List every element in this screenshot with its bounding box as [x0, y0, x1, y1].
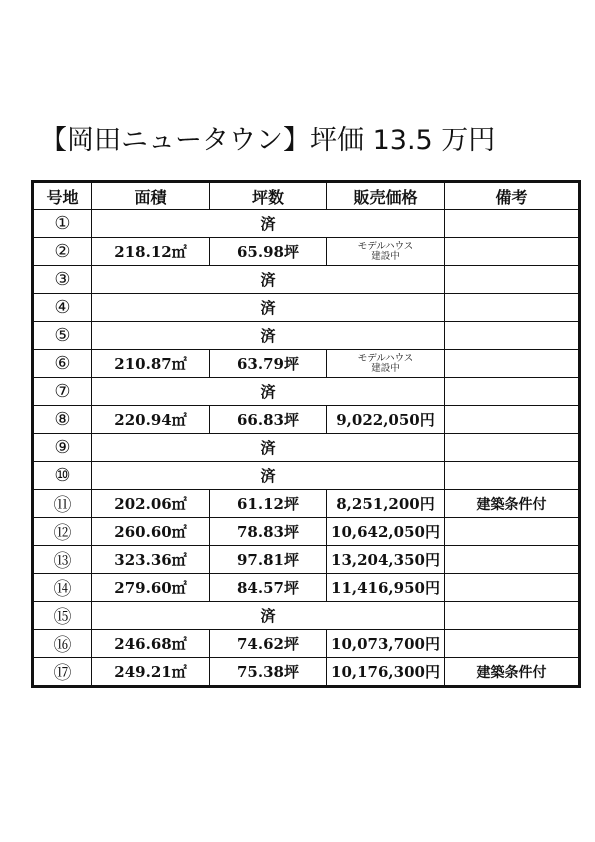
- page-title: 【岡田ニュータウン】坪価 13.5 万円: [40, 125, 496, 156]
- tsubo-cell: 74.62坪: [210, 630, 327, 658]
- sold-mark: 済: [92, 294, 445, 322]
- tsubo-cell: 75.38坪: [210, 658, 327, 687]
- note-cell: [445, 294, 580, 322]
- lot-number: ②: [33, 238, 92, 266]
- table-row: [33, 378, 580, 406]
- lot-number: ⑤: [33, 322, 92, 350]
- note-cell: [445, 518, 580, 546]
- note-cell: [445, 406, 580, 434]
- lot-table: [31, 180, 581, 688]
- area-cell: 246.68㎡: [92, 630, 210, 658]
- area-cell: 279.60㎡: [92, 574, 210, 602]
- price-cell: 10,642,050円: [327, 518, 445, 546]
- area-cell: 249.21㎡: [92, 658, 210, 687]
- lot-number: ⑬: [33, 546, 92, 574]
- sold-mark: 済: [92, 210, 445, 238]
- area-cell: 220.94㎡: [92, 406, 210, 434]
- tsubo-cell: 65.98坪: [210, 238, 327, 266]
- table-row: [33, 322, 580, 350]
- note-cell: [445, 238, 580, 266]
- table-row: [33, 490, 580, 518]
- lot-number: ⑩: [33, 462, 92, 490]
- lot-table-body: [33, 210, 580, 687]
- note-cell: [445, 462, 580, 490]
- lot-number: ⑫: [33, 518, 92, 546]
- model-house-status: [327, 350, 445, 378]
- note-cell: [445, 602, 580, 630]
- lot-number: ⑰: [33, 658, 92, 687]
- area-cell: 323.36㎡: [92, 546, 210, 574]
- tsubo-cell: 66.83坪: [210, 406, 327, 434]
- lot-number: ⑨: [33, 434, 92, 462]
- sold-mark: 済: [92, 378, 445, 406]
- header-row: [33, 182, 580, 210]
- table-row: [33, 602, 580, 630]
- sold-mark: 済: [92, 434, 445, 462]
- header-note: 備考: [445, 182, 580, 210]
- price-cell: 10,073,700円: [327, 630, 445, 658]
- lot-number: ⑥: [33, 350, 92, 378]
- note-cell: [445, 630, 580, 658]
- lot-number: ③: [33, 266, 92, 294]
- note-cell: [445, 434, 580, 462]
- header-lot: 号地: [33, 182, 92, 210]
- model-house-label: モデルハウス: [357, 352, 414, 364]
- table-row: [33, 210, 580, 238]
- under-construction-label: 建設中: [371, 362, 400, 374]
- header-price: 販売価格: [327, 182, 445, 210]
- lot-number: ⑭: [33, 574, 92, 602]
- sold-mark: 済: [92, 322, 445, 350]
- price-cell: 8,251,200円: [327, 490, 445, 518]
- table-row: [33, 406, 580, 434]
- tsubo-cell: 97.81坪: [210, 546, 327, 574]
- note-cell: [445, 210, 580, 238]
- lot-number: ⑧: [33, 406, 92, 434]
- area-cell: 218.12㎡: [92, 238, 210, 266]
- note-cell: [445, 350, 580, 378]
- price-cell: 9,022,050円: [327, 406, 445, 434]
- note-cell: [445, 266, 580, 294]
- lot-number: ⑦: [33, 378, 92, 406]
- lot-number: ⑮: [33, 602, 92, 630]
- note-cell: [445, 574, 580, 602]
- note-cell: [445, 546, 580, 574]
- table-row: [33, 238, 580, 266]
- area-cell: 260.60㎡: [92, 518, 210, 546]
- table-row: [33, 658, 580, 687]
- table-row: [33, 462, 580, 490]
- price-cell: 11,416,950円: [327, 574, 445, 602]
- table-row: [33, 434, 580, 462]
- note-cell: [445, 322, 580, 350]
- header-tsubo: 坪数: [210, 182, 327, 210]
- lot-number: ⑯: [33, 630, 92, 658]
- price-cell: 13,204,350円: [327, 546, 445, 574]
- note-cell: 建築条件付: [445, 490, 580, 518]
- table-row: [33, 518, 580, 546]
- table-row: [33, 546, 580, 574]
- sold-mark: 済: [92, 462, 445, 490]
- sold-mark: 済: [92, 602, 445, 630]
- table-row: [33, 266, 580, 294]
- note-cell: 建築条件付: [445, 658, 580, 687]
- area-cell: 210.87㎡: [92, 350, 210, 378]
- model-house-label: モデルハウス: [357, 240, 414, 252]
- price-cell: 10,176,300円: [327, 658, 445, 687]
- area-cell: 202.06㎡: [92, 490, 210, 518]
- tsubo-cell: 84.57坪: [210, 574, 327, 602]
- model-house-status: [327, 238, 445, 266]
- lot-number: ①: [33, 210, 92, 238]
- tsubo-cell: 61.12坪: [210, 490, 327, 518]
- lot-number: ④: [33, 294, 92, 322]
- sold-mark: 済: [92, 266, 445, 294]
- lot-number: ⑪: [33, 490, 92, 518]
- tsubo-cell: 63.79坪: [210, 350, 327, 378]
- table-row: [33, 350, 580, 378]
- table-row: [33, 574, 580, 602]
- table-row: [33, 294, 580, 322]
- header-area: 面積: [92, 182, 210, 210]
- tsubo-cell: 78.83坪: [210, 518, 327, 546]
- note-cell: [445, 378, 580, 406]
- under-construction-label: 建設中: [371, 250, 400, 262]
- table-row: [33, 630, 580, 658]
